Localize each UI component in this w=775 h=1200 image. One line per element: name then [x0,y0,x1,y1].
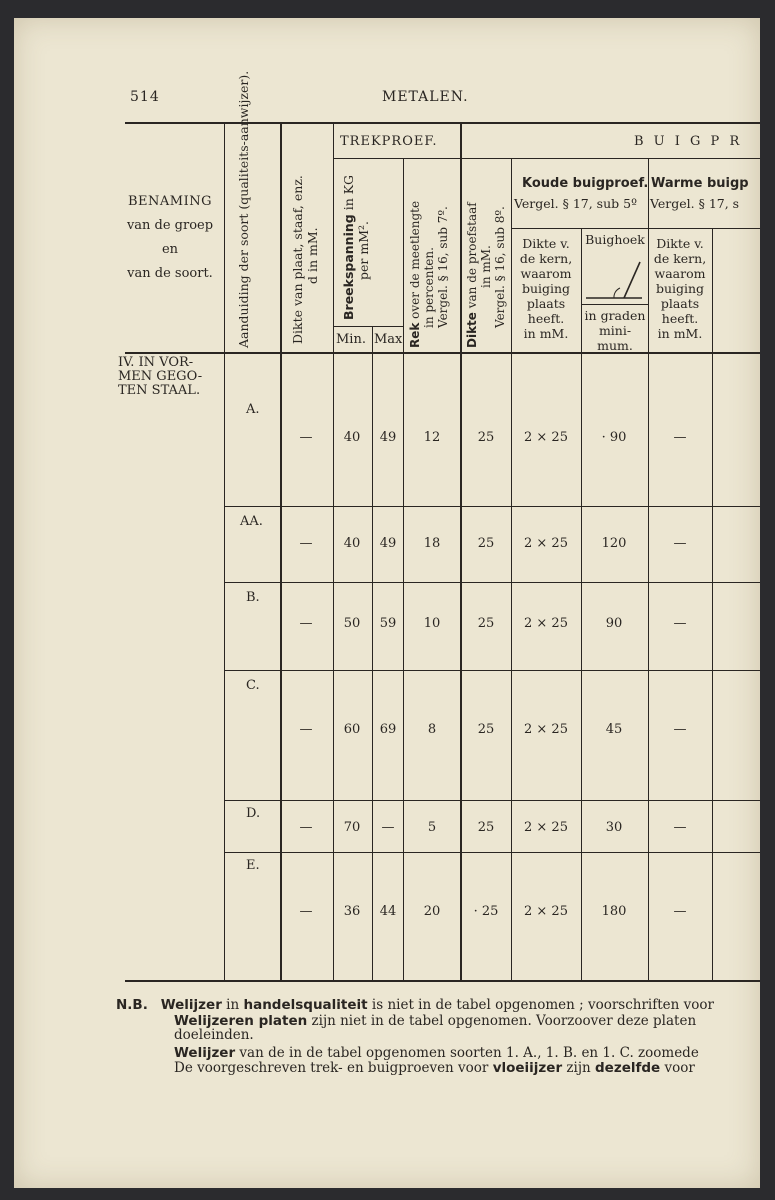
row-separator [224,852,760,853]
group-line: IV. IN VOR- [118,355,194,370]
group-line: TEN STAAL. [118,383,201,398]
breekspanning-bold: Breekspanning [341,214,356,320]
group-line: MEN GEGO- [118,369,203,384]
page-number: 514 [130,89,160,105]
dikte-proef-line: in mM. [479,245,493,288]
aanduiding-text: Aanduiding der soort (qualiteits-aanwijzer). [236,70,251,348]
dikte-cell: — [299,904,313,919]
max-cell: 44 [379,904,397,919]
row-separator [224,506,760,507]
note-text: van de in de tabel opgenomen soorten 1. A., 1. B. en 1. C. zoomede [235,1045,699,1061]
kern-line: in mM. [523,326,569,341]
note-text: De voorgeschreven trek- en buigproeven voor [174,1060,493,1076]
kern-line: plaats [526,296,566,311]
grade-cell: C. [246,678,260,693]
benaming-line: van de groep [126,218,214,233]
bend-angle-icon [584,254,646,302]
proef-cell: 25 [477,820,495,835]
grade-cell: A. [246,402,260,417]
col-divider [712,228,713,982]
book-page [14,18,760,1188]
rek-rest: over de meetlengte [408,200,422,323]
rek-bold: Rek [408,322,422,348]
rek-cell: 10 [423,616,441,631]
kern-line: de kern, [519,251,573,266]
buighoek-header: Buighoek [585,232,645,247]
kern-line: Dikte v. [656,236,704,251]
col-divider [333,122,334,982]
kern-warme-header [649,236,711,341]
nb-label: N.B. [116,997,148,1013]
benaming-line: en [161,242,179,257]
warm-cell: — [673,430,687,445]
hoek-cell: 180 [601,904,627,919]
hoek-cell: 90 [605,616,623,631]
dikte-cell: — [299,536,313,551]
min-cell: 60 [343,722,361,737]
buigproef-header: B U I G P R [634,134,743,149]
kern-line: in mM. [657,326,703,341]
proef-cell: 25 [477,722,495,737]
grade-cell: B. [246,590,260,605]
hoek-cell: 30 [605,820,623,835]
note-text: voor [660,1060,695,1076]
note-bold: vloeiijzer [492,1060,563,1076]
note-text: zijn niet in de tabel opgenomen. Voorzoover deze platen [307,1013,697,1029]
note-bold: handelsqualiteit [243,997,368,1013]
kern-line: heeft. [527,311,565,326]
breekspanning-header [341,175,371,320]
proef-cell: · 25 [473,904,499,919]
warm-cell: — [673,536,687,551]
trekproef-rule [333,158,760,159]
in-graden-header [582,308,648,353]
hoek-cell: · 90 [601,430,627,445]
koude-ref: Vergel. § 17, sub 5º [514,196,637,211]
hoek-cell: 120 [601,536,627,551]
note-line-3: doeleinden. [174,1027,254,1043]
min-cell: 40 [343,536,361,551]
note-line-1 [116,998,714,1013]
kern-line: buiging [655,281,705,296]
warm-cell: — [673,820,687,835]
kern-line: heeft. [661,311,699,326]
rek-header [408,201,450,348]
graden-line: mum. [597,338,633,353]
dikte-cell: — [299,722,313,737]
kern-cell: 2 × 25 [524,904,568,919]
row-separator [224,670,760,671]
note-text: is niet in de tabel opgenomen ; voorschriften voor [367,997,714,1013]
note-bold: dezelfde [595,1060,661,1076]
min-cell: 50 [343,616,361,631]
rek-line: Vergel. § 16, sub 7º. [436,206,450,328]
note-bold: Welijzer [174,1045,236,1061]
row-separator [224,800,760,801]
benaming-line: van de soort. [127,266,213,281]
table-bottom-rule [125,980,760,982]
buighoek-rule [581,304,648,305]
min-cell: 40 [343,430,361,445]
graden-line: in graden [584,308,646,323]
dikte-plaat-unit: d in mM. [305,227,320,284]
dikte-plaat-text: Dikte van plaat, staaf, enz. [290,175,305,344]
max-header: Max [374,332,403,347]
koude-title: Koude buigproef. [522,176,649,191]
dikte-cell: — [299,430,313,445]
max-cell: 59 [379,616,397,631]
rek-line: in percenten. [422,247,436,328]
note-text: in [221,997,244,1013]
kern-cell: 2 × 25 [524,430,568,445]
rek-cell: 8 [427,722,437,737]
rek-cell: 12 [423,430,441,445]
warm-cell: — [673,616,687,631]
proef-cell: 25 [477,536,495,551]
kern-cell: 2 × 25 [524,536,568,551]
breekspanning-rest: in KG [341,174,356,215]
kern-line: waarom [520,266,572,281]
hoek-cell: 45 [605,722,623,737]
grade-cell: D. [246,806,261,821]
graden-line: mini- [598,323,632,338]
row-separator [224,582,760,583]
kern-line: buiging [521,281,571,296]
dikte-proef-bold: Dikte [465,312,479,348]
running-title: METALEN. [382,89,469,105]
note-text: zijn [562,1060,596,1076]
warme-ref: Vergel. § 17, s [650,196,740,211]
dikte-proef-rest: van de proefstaaf [465,202,479,313]
kern-line: waarom [654,266,706,281]
note-line-5 [174,1061,695,1076]
max-cell: 69 [379,722,397,737]
buig-sub-rule [511,228,760,229]
note-bold: Welijzeren platen [174,1013,308,1029]
breekspanning-unit: per mM². [356,221,371,280]
kern-koude-header [512,236,580,341]
col-divider [460,122,462,982]
note-line-4 [174,1046,699,1061]
dikte-proef-line: Vergel. § 16, sub 8º. [493,206,507,328]
kern-line: Dikte v. [522,236,570,251]
grade-cell: E. [246,858,260,873]
grade-cell: AA. [240,514,263,529]
warm-cell: — [673,722,687,737]
col-divider [372,326,373,982]
col-divider [280,122,282,982]
trekproef-header: TREKPROEF. [340,134,438,149]
rek-cell: 18 [423,536,441,551]
top-rule [125,122,760,124]
warm-cell: — [673,904,687,919]
benaming-header [114,190,226,286]
kern-line: de kern, [653,251,707,266]
dikte-cell: — [299,616,313,631]
rek-cell: 5 [427,820,437,835]
header-bottom-rule [125,352,760,354]
rek-cell: 20 [423,904,441,919]
dikte-proef-header [465,202,507,348]
max-cell: 49 [379,536,397,551]
proef-cell: 25 [477,616,495,631]
max-cell: 49 [379,430,397,445]
min-header: Min. [336,332,366,347]
col-divider [403,158,404,982]
dikte-plaat-header [290,175,320,344]
proef-cell: 25 [477,430,495,445]
kern-line: plaats [660,296,700,311]
note-bold: Welijzer [160,997,222,1013]
kern-cell: 2 × 25 [524,820,568,835]
group-label [118,356,202,398]
benaming-line: BENAMING [127,194,212,209]
max-cell: — [381,820,395,835]
warme-title: Warme buigp [651,176,749,191]
aanduiding-header [236,71,251,348]
kern-cell: 2 × 25 [524,616,568,631]
dikte-cell: — [299,820,313,835]
kern-cell: 2 × 25 [524,722,568,737]
min-cell: 70 [343,820,361,835]
min-cell: 36 [343,904,361,919]
minmax-rule [333,326,403,327]
